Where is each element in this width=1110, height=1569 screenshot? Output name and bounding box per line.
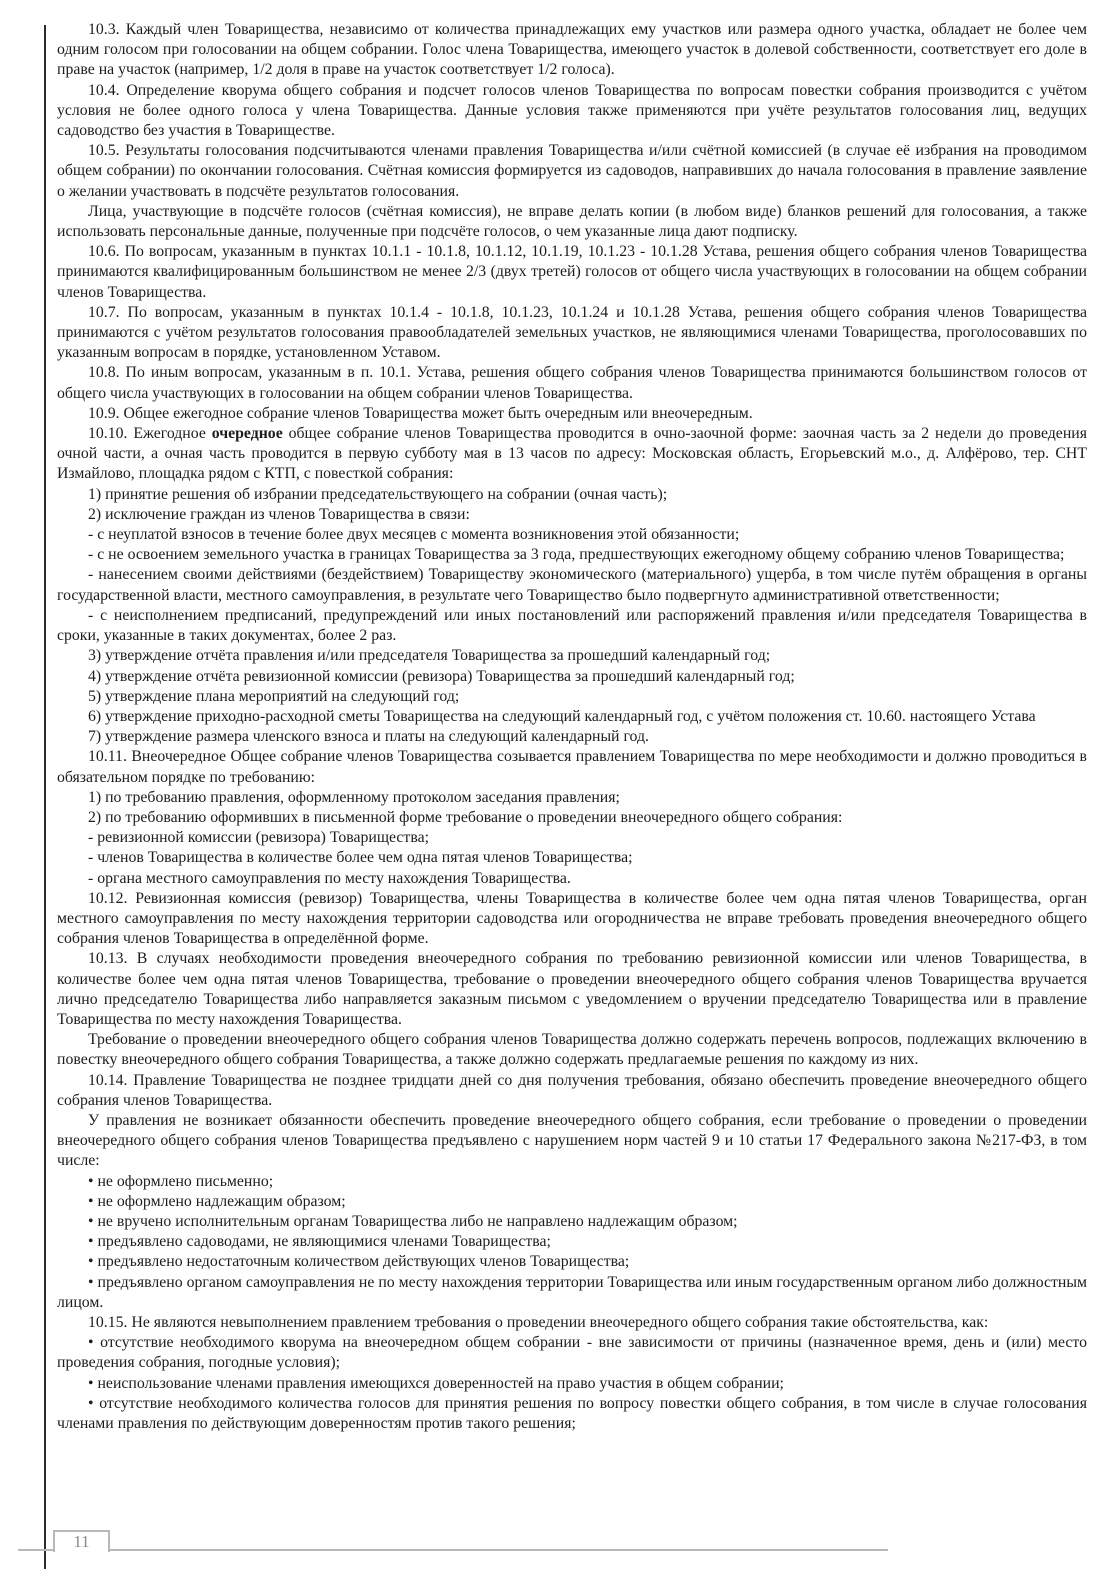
paragraph-text: 10.4. Определение кворума общего собрания и подсчет голосов членов Товарищества по вопросам повестки собрания производится с учётом условия не более одного голоса у члена Товарищества. Данные условия также применяются при учёте результатов голосования лиц, ведущих садоводство без участия в Товариществе. — [57, 81, 1087, 140]
paragraph-text: 10.10. Ежегодное — [88, 425, 212, 443]
paragraph-text: - с не освоением земельного участка в границах Товарищества за 3 года, предшествующих ежегодному общему собранию членов Товарищества; — [88, 546, 1065, 564]
paragraph-text: - членов Товарищества в количестве более чем одна пятая членов Товарищества; — [88, 849, 633, 867]
footer-rule — [18, 1549, 888, 1551]
paragraph — [57, 81, 1087, 142]
paragraph — [57, 242, 1087, 303]
paragraph — [57, 707, 1087, 727]
paragraph — [57, 565, 1087, 605]
paragraph — [57, 1273, 1087, 1313]
paragraph-text: • неиспользование членами правления имеющихся доверенностей на право участия в общем собрании; — [88, 1374, 784, 1392]
paragraph — [57, 1313, 1087, 1333]
paragraph — [57, 505, 1087, 525]
paragraph-text: • не оформлено надлежащим образом; — [88, 1192, 346, 1210]
paragraph-text: 2) исключение граждан из членов Товарищества в связи: — [88, 505, 470, 523]
paragraph-text: 10.15. Не являются невыполнением правлением требования о проведении внеочередного общего собрания такие обстоятельства, как: — [88, 1314, 989, 1331]
paragraph-text: • не оформлено письменно; — [88, 1172, 274, 1190]
paragraph — [57, 1030, 1087, 1070]
paragraph — [57, 848, 1087, 868]
paragraph — [57, 1212, 1087, 1232]
paragraph-text: 10.12. Ревизионная комиссия (ревизор) Товарищества, члены Товарищества в количестве более чем одна пятая членов Товарищества, орган местного самоуправления по месту нахождения территории садоводства или огородничества не вправе требовать проведения внеочередного общего собрания членов Товарищества в определённой форме. — [57, 889, 1087, 948]
paragraph — [57, 525, 1087, 545]
paragraph — [57, 687, 1087, 707]
paragraph-text: 1) принятие решения об избрании председательствующего на собрании (очная часть); — [88, 485, 668, 503]
paragraph — [57, 1333, 1087, 1373]
paragraph — [57, 869, 1087, 889]
paragraph — [57, 828, 1087, 848]
paragraph-text: - ревизионной комиссии (ревизора) Товарищества; — [88, 829, 429, 847]
paragraph-text: Требование о проведении внеочередного общего собрания членов Товарищества должно содержать перечень вопросов, подлежащих включению в повестку внеочередного общего собрания Товарищества, а также должно содержать предлагаемые решения по каждому из них. — [57, 1031, 1087, 1069]
paragraph — [57, 404, 1087, 424]
paragraph — [57, 889, 1087, 950]
paragraph-text: 4) утверждение отчёта ревизионной комиссии (ревизора) Товарищества за прошедший календарный год; — [88, 667, 795, 685]
paragraph-text: 2) по требованию оформивших в письменной форме требование о проведении внеочередного общего собрания: — [88, 808, 843, 826]
page-number-tab — [53, 1530, 110, 1552]
page-left-border — [44, 25, 46, 1569]
paragraph-text: 6) утверждение приходно-расходной сметы Товарищества на следующий календарный год, с учётом положения ст. 10.60. настоящего Устава — [88, 707, 1036, 725]
paragraph-text: 7) утверждение размера членского взноса и платы на следующий календарный год. — [88, 728, 649, 746]
paragraph-text: 5) утверждение плана мероприятий на следующий год; — [88, 687, 460, 705]
paragraph-text: • не вручено исполнительным органам Товарищества либо не направлено надлежащим образом; — [88, 1212, 738, 1230]
paragraph — [57, 141, 1087, 202]
paragraph-text: • отсутствие необходимого количества голосов для принятия решения по вопросу повестки общего собрания, в том числе в случае голосования членами правления по действующим доверенностям против такого решения; — [57, 1394, 1087, 1433]
paragraph — [57, 1232, 1087, 1252]
paragraph-text: общее собрание членов Товарищества проводится в очно-заочной форме: заочная часть за 2 недели до проведения очной части, а очная часть проводится в первую субботу мая в 13 часов по адресу: Московская область, Егорьевский м.о., д. Алфёрово, тер. СНТ Измайлово, площадка рядом с КТП, с повесткой собрания: — [57, 425, 1087, 483]
paragraph — [57, 646, 1087, 666]
paragraph-text: 10.14. Правление Товарищества не позднее тридцати дней со дня получения требования, обязано обеспечить проведение внеочередного общего собрания членов Товарищества. — [57, 1071, 1087, 1109]
paragraph — [57, 202, 1087, 242]
paragraph — [57, 808, 1087, 828]
paragraph-text: 10.13. В случаях необходимости проведения внеочередного собрания по требованию ревизионной комиссии или членов Товарищества, в количестве более чем одна пятая членов Товарищества, требование о проведении внеочередного общего собрания членов Товарищества вручается лично председателю Товарищества либо направляется заказным письмом с уведомлением о вручении председателю Товарищества или в правление Товарищества по месту нахождения Товарищества. — [57, 950, 1087, 1028]
paragraph-text: • предъявлено садоводами, не являющимися членами Товарищества; — [88, 1233, 551, 1251]
paragraph — [57, 485, 1087, 505]
paragraph-text: У правления не возникает обязанности обеспечить проведение внеочередного общего собрания, если требование о проведении о проведении внеочередного общего собрания членов Товарищества предъявлено с нарушением норм частей 9 и 10 статьи 17 Федерального закона №217-ФЗ, в том числе: — [57, 1111, 1087, 1170]
paragraph-text: 3) утверждение отчёта правления и/или председателя Товарищества за прошедший календарный год; — [88, 647, 771, 665]
paragraph — [57, 363, 1087, 403]
document-content — [57, 20, 1087, 1434]
paragraph-text: - с неисполнением предписаний, предупреждений или иных постановлений или распоряжений правления и/или председателя Товарищества в сроки, указанные в таких документах, более 2 раз. — [57, 606, 1087, 645]
paragraph — [57, 1192, 1087, 1212]
paragraph — [57, 1394, 1087, 1434]
paragraph-text: 10.3. Каждый член Товарищества, независимо от количества принадлежащих ему участков или размера одного участка, обладает не более чем одним голосом при голосовании на общем собрании. Голос члена Товарищества, имеющего участок в долевой собственности, соответствует его доле в праве на участок (например, 1/2 доля в праве на участок соответствует 1/2 голоса). — [57, 21, 1087, 79]
paragraph — [57, 1374, 1087, 1394]
paragraph-text: - нанесением своими действиями (бездействием) Товариществу экономического (материального) ущерба, в том числе путём обращения в органы государственной власти, местного самоуправления, в результате чего Товарищество было подвергнуто административной ответственности; — [57, 566, 1087, 604]
paragraph — [57, 1252, 1087, 1272]
paragraph — [57, 20, 1087, 81]
paragraph-text: • отсутствие необходимого кворума на внеочередном общем собрании - вне зависимости от причины (назначенное время, день и (или) место проведения собрания, погодные условия); — [57, 1334, 1087, 1372]
paragraph-text: Лица, участвующие в подсчёте голосов (счётная комиссия), не вправе делать копии (в любом виде) бланков решений для голосования, а также использовать персональные данные, полученные при подсчёте голосов, о чем указанные лица дают подписку. — [57, 202, 1087, 241]
paragraph — [57, 667, 1087, 687]
paragraph-text: 10.8. По иным вопросам, указанным в п. 10.1. Устава, решения общего собрания членов Товарищества принимаются большинством голосов от общего числа участвующих в голосовании на общем собрании членов Товарищества. — [57, 364, 1087, 402]
paragraph-text: 10.11. Внеочередное Общее собрание членов Товарищества созывается правлением Товарищества по мере необходимости и должно проводиться в обязательном порядке по требованию: — [57, 748, 1087, 786]
paragraph-text: - органа местного самоуправления по месту нахождения Товарищества. — [88, 869, 571, 887]
paragraph — [57, 747, 1087, 787]
paragraph — [57, 1111, 1087, 1172]
paragraph-text: 10.5. Результаты голосования подсчитываются членами правления Товарищества и/или счётной комиссией (в случае её избрания на проводимом общем собрании) по окончании голосования. Счётная комиссия формируется из садоводов, направивших до начала голосования в правление заявление о желании участвовать в подсчёте результатов голосования. — [57, 142, 1087, 200]
paragraph — [57, 1071, 1087, 1111]
paragraph-text-bold: очередное — [211, 425, 283, 443]
paragraph-text: 1) по требованию правления, оформленному протоколом заседания правления; — [88, 788, 620, 806]
paragraph — [57, 606, 1087, 646]
paragraph — [57, 727, 1087, 747]
paragraph-text: - с неуплатой взносов в течение более двух месяцев с момента возникновения этой обязанности; — [88, 526, 740, 544]
paragraph-text: 10.9. Общее ежегодное собрание членов Товарищества может быть очередным или внеочередным. — [88, 404, 753, 422]
paragraph — [57, 303, 1087, 364]
paragraph-text: 10.7. По вопросам, указанным в пунктах 10.1.4 - 10.1.8, 10.1.23, 10.1.24 и 10.1.28 Устава, решения общего собрания членов Товарищества принимаются с учётом результатов голосования правообладателей земельных участков, не являющимися членами Товарищества, проголосовавших по указанным вопросам в порядке, установленном Уставом. — [57, 303, 1087, 362]
paragraph-text: • предъявлено недостаточным количеством действующих членов Товарищества; — [88, 1253, 630, 1271]
page-number: 11 — [73, 1532, 90, 1551]
paragraph — [57, 1172, 1087, 1192]
paragraph-text: • предъявлено органом самоуправления не по месту нахождения территории Товарищества или иным государственным органом либо должностным лицом. — [57, 1273, 1087, 1311]
paragraph — [57, 949, 1087, 1030]
paragraph-text: 10.6. По вопросам, указанным в пунктах 10.1.1 - 10.1.8, 10.1.12, 10.1.19, 10.1.23 - 10.1.28 Устава, решения общего собрания членов Товарищества принимаются квалифицированным большинством не менее 2/3 (двух третей) голосов от общего числа участвующих в голосовании на общем собрании членов Товарищества. — [57, 243, 1087, 301]
paragraph — [57, 424, 1087, 485]
paragraph — [57, 545, 1087, 565]
paragraph — [57, 788, 1087, 808]
